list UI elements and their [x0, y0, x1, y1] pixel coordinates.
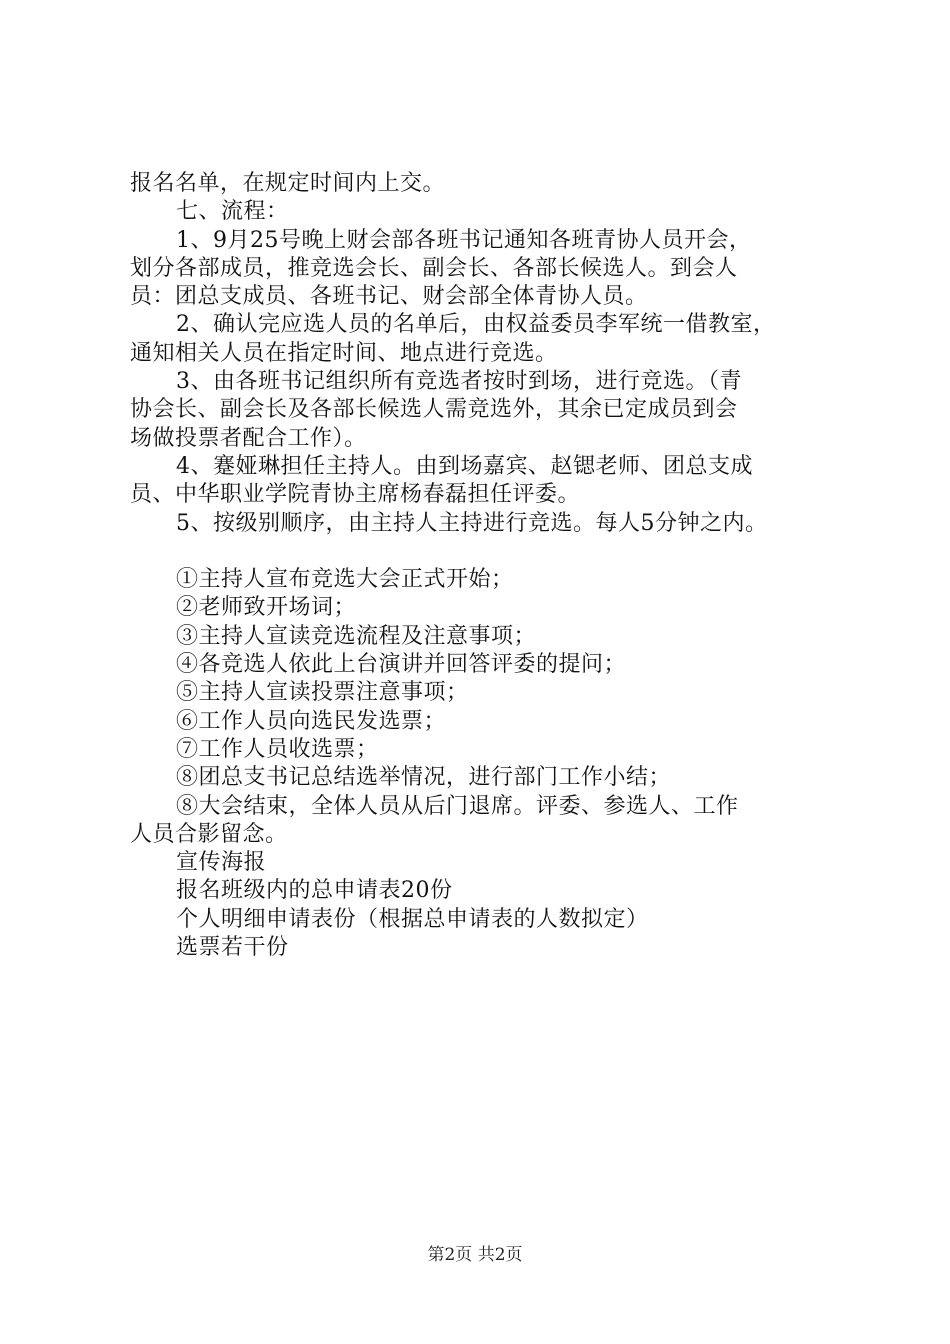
blank-line [130, 538, 850, 566]
paragraph-line: ⑧团总支书记总结选举情况，进行部门工作小结； [176, 765, 672, 791]
paragraph-line: 1、9月25号晚上财会部各班书记通知各班青协人员开会， [176, 227, 752, 253]
paragraph-line: 划分各部成员，推竞选会长、副会长、各部长候选人。到会人 [130, 255, 738, 281]
page-footer [0, 1244, 950, 1266]
paragraph-line: 4、蹇娅琳担任主持人。由到场嘉宾、赵锶老师、团总支成 [176, 453, 753, 479]
paragraph-line: 2、确认完应选人员的名单后，由权益委员李军统一借教室， [176, 312, 776, 338]
paragraph-line: 员：团总支成员、各班书记、财会部全体青协人员。 [130, 284, 648, 310]
paragraph-line: 5、按级别顺序，由主持人主持进行竞选。每人5分钟之内。 [176, 510, 768, 536]
paragraph-line: 七、流程： [176, 199, 289, 225]
paragraph-line: 选票若干份 [176, 935, 289, 961]
paragraph-line: ⑤主持人宣读投票注意事项； [176, 680, 469, 706]
page-number-label: 第2页 共2页 [427, 1245, 523, 1265]
paragraph-line: ②老师致开场词； [176, 595, 357, 621]
paragraph-line: 场做投票者配合工作）。 [130, 425, 367, 451]
paragraph-line: 个人明细申请表份（根据总申请表的人数拟定） [176, 906, 649, 932]
paragraph-line: ⑥工作人员向选民发选票； [176, 708, 447, 734]
paragraph-line: ①主持人宣布竞选大会正式开始； [176, 567, 514, 593]
paragraph-line: 通知相关人员在指定时间、地点进行竞选。 [130, 340, 558, 366]
paragraph-line: 3、由各班书记组织所有竞选者按时到场，进行竞选。（青 [176, 369, 742, 395]
document-body [130, 170, 850, 962]
paragraph-line: 人员合影留念。 [130, 821, 288, 847]
paragraph-line: 员、中华职业学院青协主席杨春磊担任评委。 [130, 482, 581, 508]
paragraph-line: ④各竞选人依此上台演讲并回答评委的提问； [176, 652, 627, 678]
paragraph-line: 报名班级内的总申请表20份 [176, 878, 453, 904]
paragraph-line: 宣传海报 [176, 850, 267, 876]
paragraph-line: 报名名单，在规定时间内上交。 [130, 171, 446, 196]
paragraph-line: ⑦工作人员收选票； [176, 736, 379, 762]
paragraph-line: ⑧大会结束，全体人员从后门退席。评委、参选人、工作 [176, 793, 739, 819]
paragraph-line: ③主持人宣读竞选流程及注意事项； [176, 623, 537, 649]
paragraph-line: 协会长、副会长及各部长候选人需竞选外，其余已定成员到会 [130, 397, 738, 423]
